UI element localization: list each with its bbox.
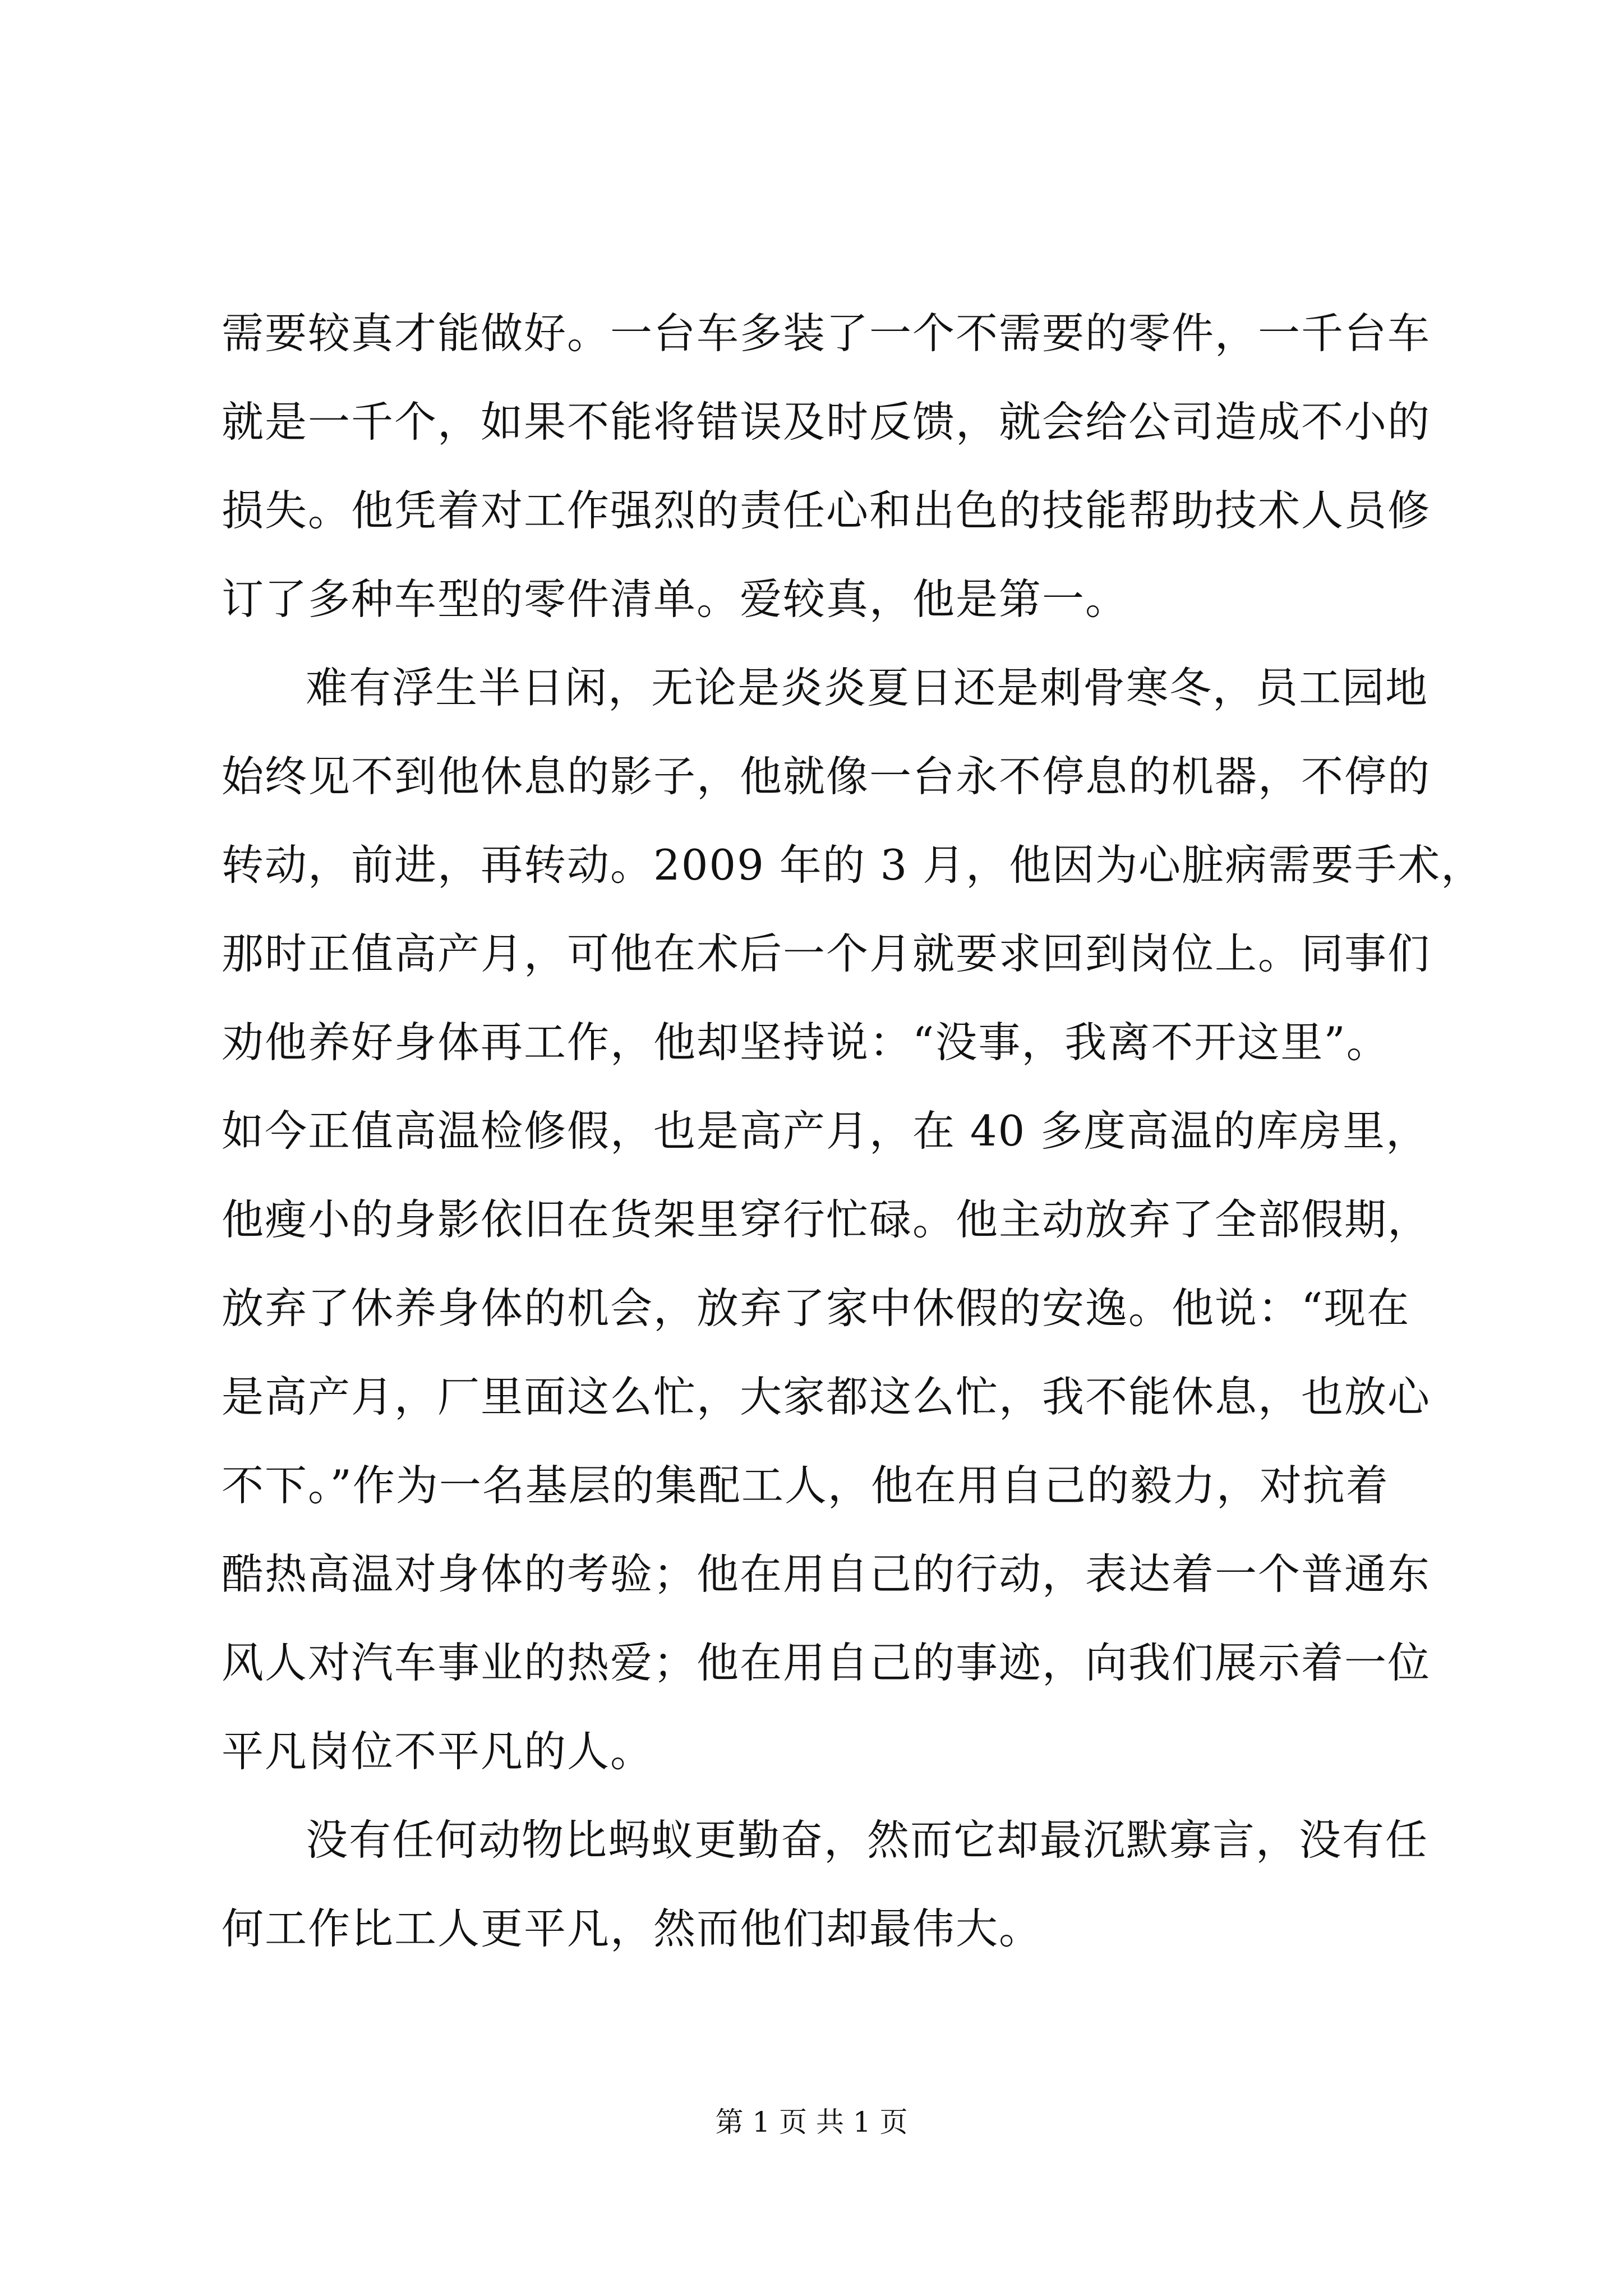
text-line: 劝他养好身体再工作，他却坚持说：“没事，我离不开这里”。 (222, 1018, 1390, 1067)
text-line: 损失。他凭着对工作强烈的责任心和出色的技能帮助技术人员修 (222, 486, 1431, 535)
text-line: 平凡岗位不平凡的人。 (222, 1727, 654, 1776)
text-line: 订了多种车型的零件清单。爱较真，他是第一。 (222, 574, 1129, 624)
text-line: 转动，前进，再转动。2009 年的 3 月，他因为心脏病需要手术， (222, 840, 1484, 890)
text-line: 如今正值高温检修假，也是高产月，在 40 多度高温的库房里， (222, 1106, 1430, 1156)
text-line: 何工作比工人更平凡，然而他们却最伟大。 (222, 1904, 1043, 1953)
text-line: 就是一千个，如果不能将错误及时反馈，就会给公司造成不小的 (222, 397, 1431, 447)
text-line: 那时正值高产月，可他在术后一个月就要求回到岗位上。同事们 (222, 929, 1431, 978)
text-line: 放弃了休养身体的机会，放弃了家中休假的安逸。他说：“现在 (222, 1283, 1410, 1333)
text-line: 风人对汽车事业的热爱；他在用自己的事迹，向我们展示着一位 (222, 1638, 1431, 1687)
text-line: 需要较真才能做好。一台车多装了一个不需要的零件，一千台车 (222, 309, 1431, 358)
text-line: 酷热高温对身体的考验；他在用自己的行动，表达着一个普通东 (222, 1549, 1431, 1599)
text-line: 始终见不到他休息的影子，他就像一台永不停息的机器，不停的 (222, 752, 1431, 801)
paragraph-start-line: 难有浮生半日闲，无论是炎炎夏日还是刺骨寒冬，员工园地 (306, 663, 1429, 712)
paragraph-start-line: 没有任何动物比蚂蚁更勤奋，然而它却最沉默寡言，没有任 (306, 1815, 1429, 1865)
text-line: 他瘦小的身影依旧在货架里穿行忙碌。他主动放弃了全部假期， (222, 1195, 1431, 1244)
page-footer: 第 1 页 共 1 页 (715, 2106, 908, 2138)
text-line: 是高产月，厂里面这么忙，大家都这么忙，我不能休息，也放心 (222, 1372, 1431, 1421)
text-line: 不下。”作为一名基层的集配工人，他在用自己的毅力，对抗着 (222, 1461, 1389, 1510)
document-body (222, 289, 1484, 1973)
